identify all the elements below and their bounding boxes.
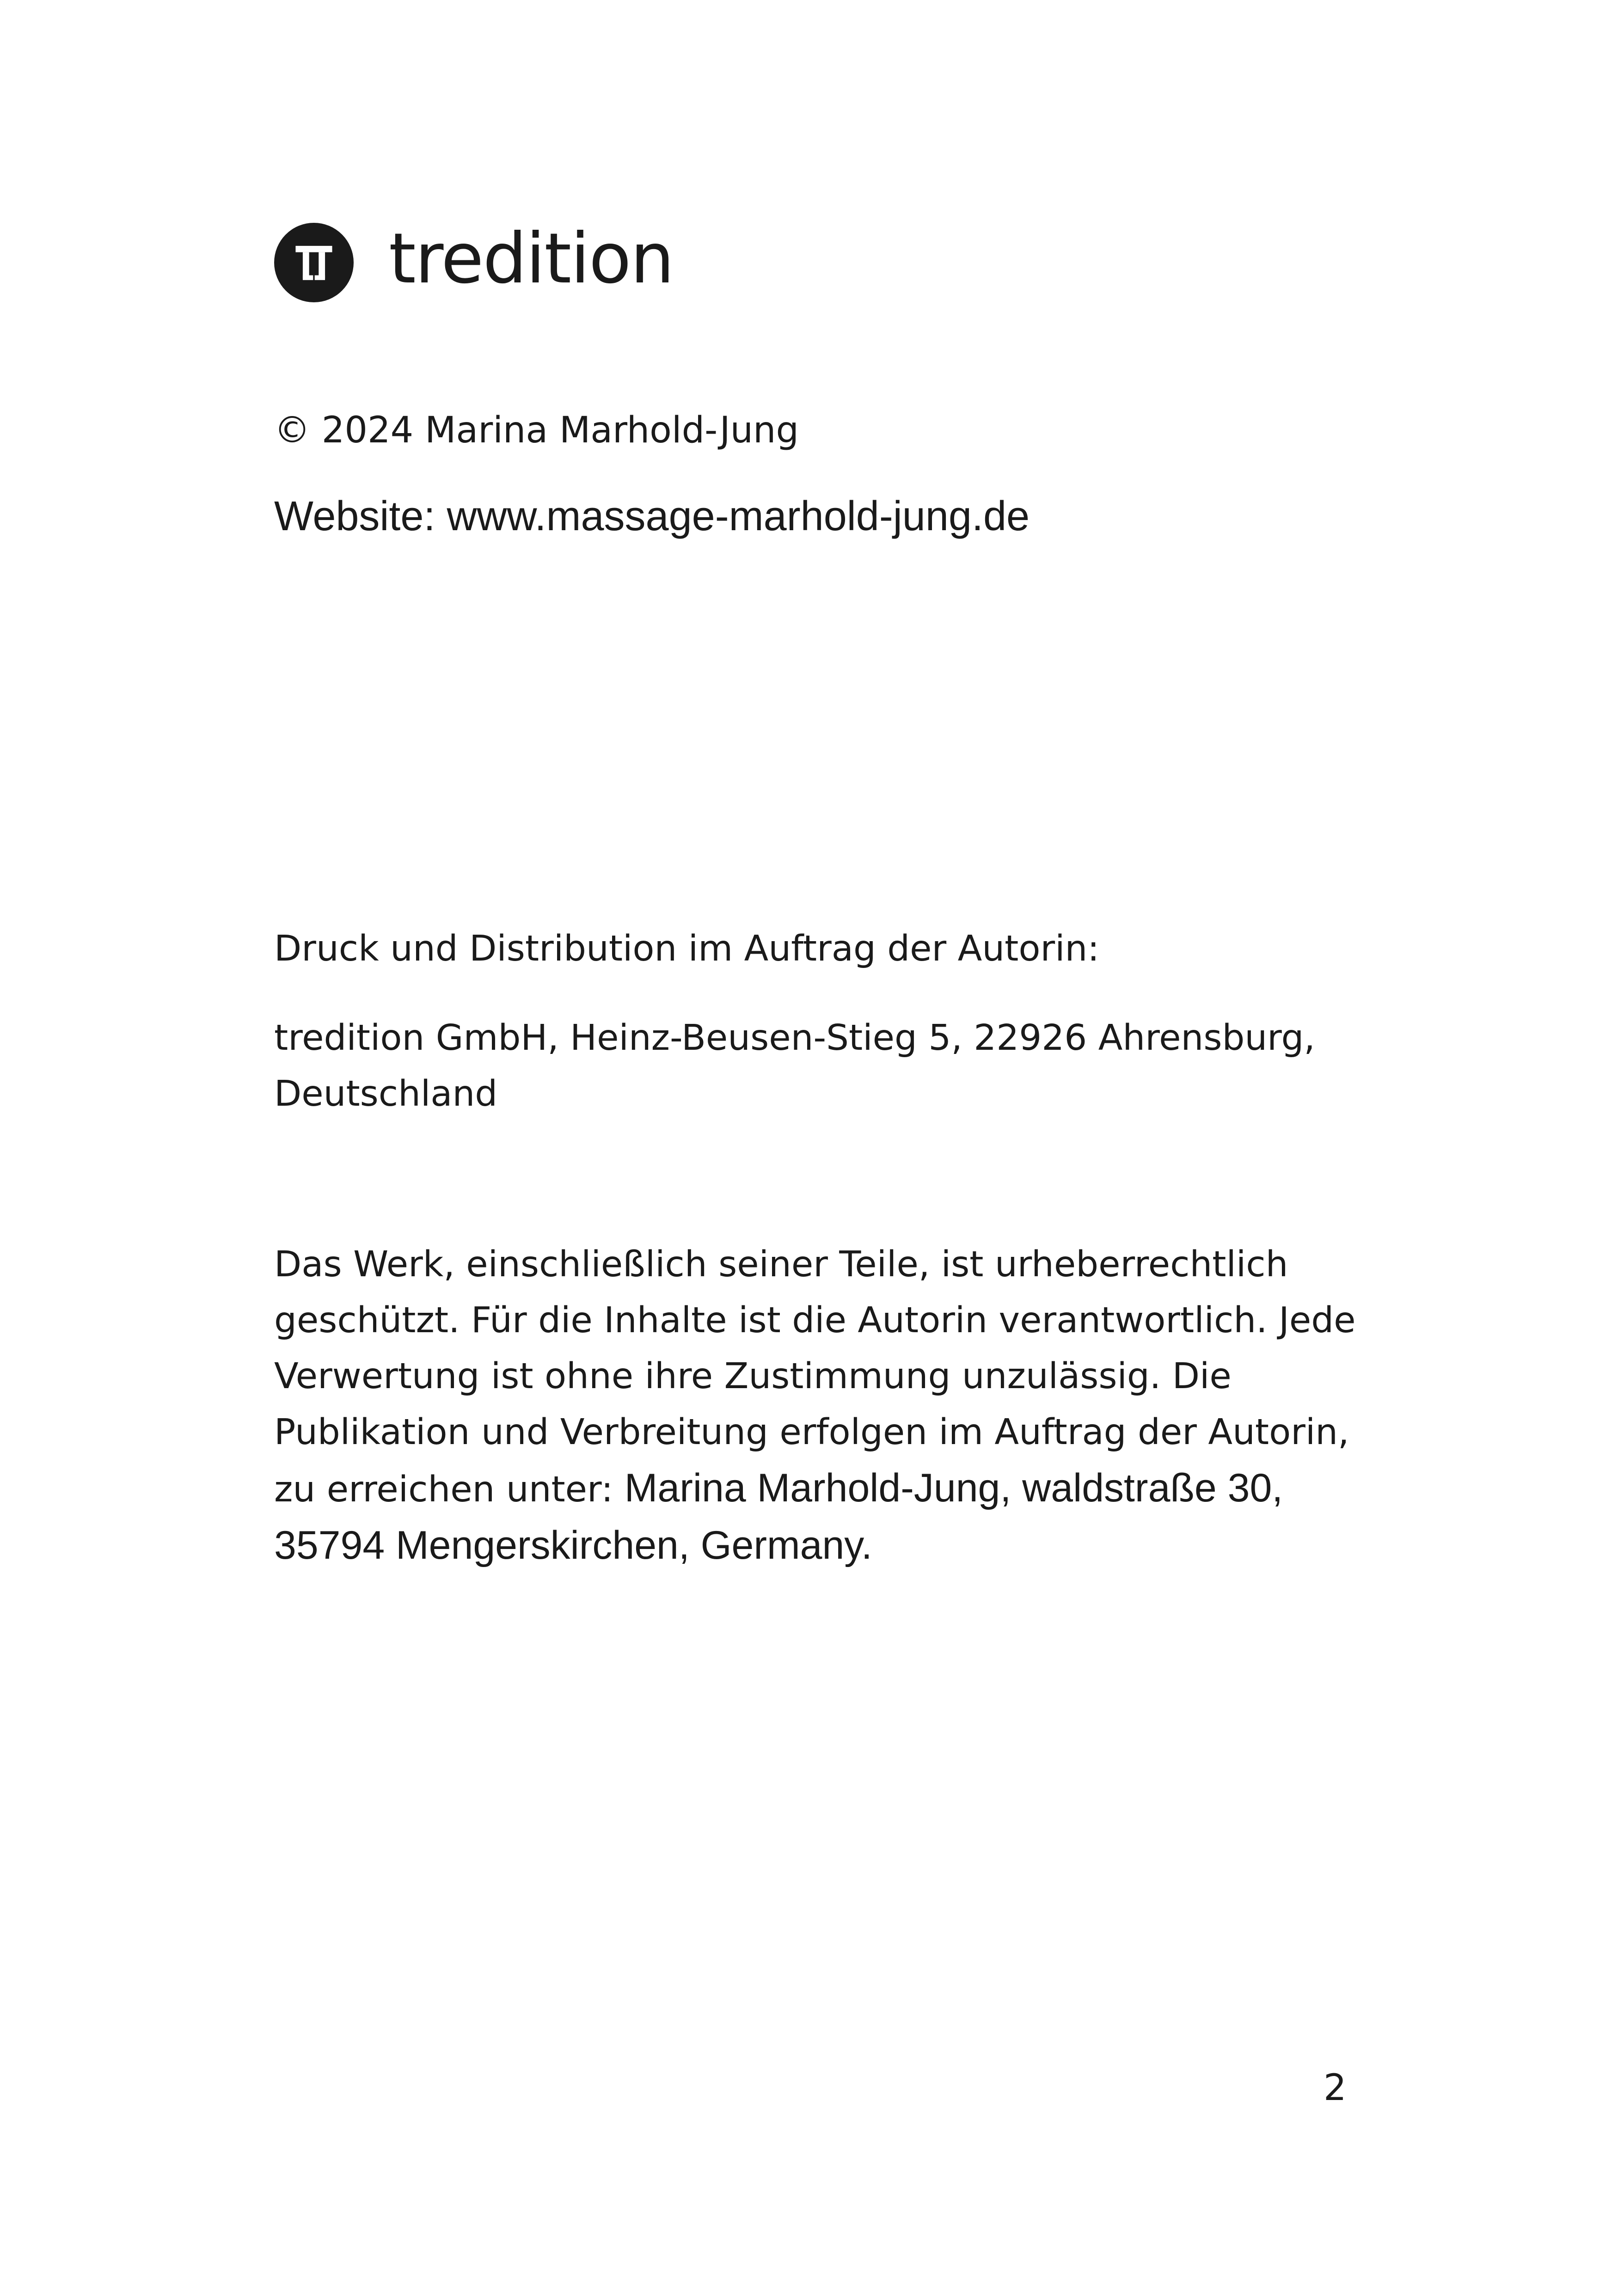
legal-line-2: geschützt. Für die Inhalte ist die Autorin verantwortlich. Jede — [274, 1300, 1356, 1341]
author-contact-line-1: Marina Marhold-Jung, waldstraße 30, — [624, 1466, 1283, 1510]
author-contact-line-2: 35794 Mengerskirchen, Germany. — [274, 1523, 872, 1567]
website-line: Website: www.massage-marhold-jung.de — [274, 493, 1030, 539]
tredition-logo-icon — [274, 223, 354, 302]
logo-wordmark: tredition — [389, 219, 674, 299]
legal-notice — [274, 1237, 1384, 1575]
copyright-notice: © 2024 Marina Marhold-Jung — [274, 410, 799, 451]
publisher-address — [274, 1010, 1384, 1122]
legal-line-3: Verwertung ist ohne ihre Zustimmung unzulässig. Die — [274, 1356, 1232, 1397]
address-line-1: tredition GmbH, Heinz-Beusen-Stieg 5, 22926 Ahrensburg, — [274, 1017, 1315, 1059]
page-number: 2 — [1324, 2067, 1347, 2109]
address-line-2: Deutschland — [274, 1073, 498, 1114]
legal-line-5-prefix: zu erreichen unter: — [274, 1469, 625, 1510]
legal-line-1: Das Werk, einschließlich seiner Teile, ist urheberrechtlich — [274, 1244, 1288, 1285]
print-distribution-label: Druck und Distribution im Auftrag der Autorin: — [274, 928, 1100, 969]
legal-line-4: Publikation und Verbreitung erfolgen im Auftrag der Autorin, — [274, 1412, 1349, 1453]
publisher-logo — [274, 219, 674, 302]
